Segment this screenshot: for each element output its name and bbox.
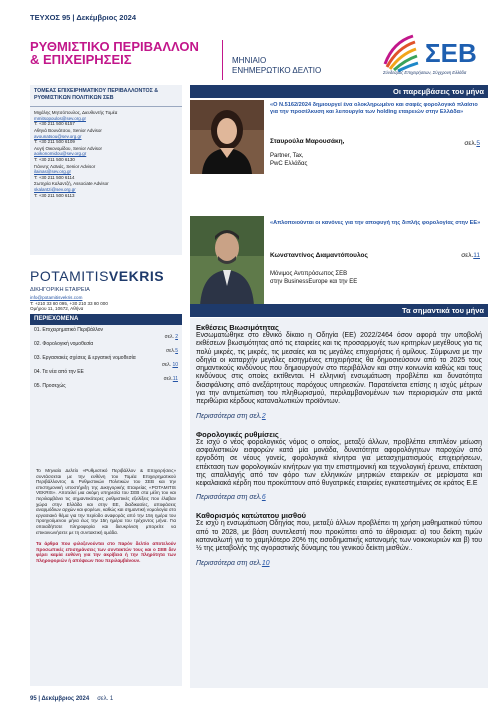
intervention-item bbox=[190, 100, 488, 178]
sev-logo-icon bbox=[383, 32, 488, 72]
highlights-bar: Τα σημαντικά του μήνα bbox=[190, 304, 488, 317]
sector-heading: ΤΟΜΕΑΣ ΕΠΙΧΕΙΡΗΜΑΤΙΚΟΥ ΠΕΡΙΒΑΛΛΟΝΤΟΣ & ΡΥΘΜΙΣΤΙΚΩΝ ΠΟΛΙΤΙΚΩΝ ΣΕΒ bbox=[30, 85, 182, 107]
toc-page-prefix: σελ. bbox=[166, 348, 176, 354]
law-firm-address: Ομήρου 11, 10672, Αθήνα bbox=[30, 306, 84, 312]
contacts-list bbox=[30, 107, 182, 198]
toc-item-page bbox=[34, 376, 178, 383]
interventions-bar: Οι παρεμβάσεις του μήνα bbox=[190, 85, 488, 98]
speaker-role-line-1: Μόνιμος Αντιπρόσωπος ΣΕΒ bbox=[270, 271, 348, 277]
contact-email-link[interactable]: mmitsopoulos@sev.org.gr bbox=[34, 115, 87, 121]
highlight-section bbox=[196, 430, 482, 502]
page-link[interactable]: 5 bbox=[476, 140, 480, 147]
contact-name: Αυγή Οικονομίδου, Senior Advisor bbox=[34, 145, 102, 151]
title-line-1: ΡΥΘΜΙΣΤΙΚΟ ΠΕΡΙΒΑΛΛΟΝ bbox=[30, 39, 199, 54]
contact-name: Σωτηρία Καλαντζή, Associate Advisor bbox=[34, 181, 109, 187]
highlight-section bbox=[196, 323, 482, 420]
title-divider bbox=[222, 40, 223, 80]
logo-tagline: Σύνδεσμος Επιχειρήσεων, Σύγχρονη Ελλάδα bbox=[383, 70, 467, 75]
intervention-page bbox=[464, 140, 480, 147]
contact-phone: Τ: +30 211 500 6157 bbox=[34, 121, 75, 127]
toc-page-link[interactable]: 2 bbox=[175, 334, 178, 340]
toc-page-link[interactable]: 10 bbox=[172, 362, 178, 368]
speaker-role-line-2: στην BusinessEurope και την ΕΕ bbox=[270, 279, 358, 285]
toc-item[interactable] bbox=[34, 327, 178, 341]
contact-name: Γιάννης Λαϊνάς, Senior Advisor bbox=[34, 163, 96, 169]
table-of-contents bbox=[30, 314, 182, 410]
read-more-link[interactable]: 10 bbox=[261, 559, 270, 567]
potamitis-vekris-logo bbox=[30, 268, 164, 284]
toc-body bbox=[30, 325, 182, 410]
footer-text: 95 | Δεκέμβριος 2024 bbox=[30, 696, 90, 702]
highlight-section bbox=[196, 511, 482, 566]
speaker-photo bbox=[190, 216, 264, 306]
footer-page: σελ. 1 bbox=[97, 696, 114, 702]
section-body: Σε ισχύ η ενσωμάτωση Οδηγίας που, μεταξύ άλλων προβλέπει τη χρήση μαθηματικού τύπου από το 2028, με βάση συντελεστή που προκύπτει από το άθροισμα: α) του δείκτη τιμών καταναλωτή για το χαμηλότερο 20% της εισοδηματικής κατανομής των νοικοκυριών και β) του ½ της μεταβολής της αγοραστικής δύναμης του γενικού δείκτη μισθών.. bbox=[196, 520, 482, 553]
toc-page-prefix: σελ. bbox=[164, 334, 176, 340]
page-footer bbox=[30, 696, 113, 702]
contact-email-link[interactable]: avounatsou@sev.org.gr bbox=[34, 133, 82, 139]
logo-part-2: VEKRIS bbox=[108, 268, 165, 284]
contact-item bbox=[34, 146, 178, 163]
speaker-name: Σταυρούλα Μαρουσάκη, bbox=[270, 138, 345, 145]
disclaimer-note: Τα άρθρα που φιλοξενούνται στο παρόν δελτίο αποτελούν προσωπικές επισημάνσεις των συντακτών τους και ο ΣΕΒ δεν φέρει καμία ευθύνη για την ακρίβεια ή την πληρότητα των πληροφοριών ή απόψεων που περιλαμβάνουν. bbox=[36, 541, 176, 563]
contact-email-link[interactable]: ilainas@sev.org.gr bbox=[34, 169, 71, 175]
toc-item[interactable] bbox=[34, 369, 178, 383]
disclaimer-text: Το Μηνιαίο Δελτίο «Ρυθμιστικό Περιβάλλον & Επιχειρήσεις» συντάσσεται με την ευθύνη του Τομέα Επιχειρηματικού Περιβάλλοντος & Ρυθμιστικών Πολιτικών του ΣΕΒ και την επιστημονική υποστήριξη της Δικηγορικής Εταιρείας «POTAMITIS VEKRIS». Αποτελεί μια ακόμη υπηρεσία του ΣΕΒ στα μέλη του και περιλαμβάνει τις σημαντικότερες ρυθμιστικές εξελίξεις που έλαβαν χώρα στην Ελλάδα και στην ΕΕ, διαδικασίες, αποφάσεις αναρμόδιων αρχών και φορέων, καθώς και σημαντική νομολογία στο εργασιακό θέμα για την περίοδο αναφοράς από την 15η ημέρα του προηγούμενου μήνα έως την 15η ημέρα του τρέχοντος μήνα. Για οποιαδήποτε πληροφορία και διευκρίνιση μπορείτε να επικοινωνήσετε με τη συντακτική ομάδα. bbox=[36, 468, 176, 535]
speaker-name: Κωνσταντίνος Διαμαντόπουλος bbox=[270, 252, 368, 259]
section-title: Εκθέσεις Βιωσιμότητας bbox=[196, 323, 279, 332]
toc-item-label: 03. Εργασιακές σχέσεις & εργατική νομοθεσία bbox=[34, 355, 136, 361]
disclaimer-panel bbox=[30, 402, 182, 686]
contact-phone: Τ: +30 211 500 6109 bbox=[34, 139, 75, 145]
toc-page-link[interactable]: 11 bbox=[172, 376, 178, 382]
newsletter-title bbox=[30, 40, 200, 66]
speaker-role bbox=[270, 152, 307, 168]
law-firm-contact bbox=[30, 295, 108, 312]
highlights-panel bbox=[190, 318, 488, 688]
toc-page-link[interactable]: 5 bbox=[175, 348, 178, 354]
speaker-role-line-1: Partner, Tax, bbox=[270, 153, 304, 159]
toc-title: ΠΕΡΙΕΧΟΜΕΝΑ bbox=[30, 314, 182, 325]
toc-item-page bbox=[34, 334, 178, 341]
toc-item[interactable] bbox=[34, 341, 178, 355]
read-more-link[interactable]: 6 bbox=[261, 494, 266, 502]
speaker-role-line-2: PwC Ελλάδας bbox=[270, 161, 308, 167]
toc-item-page bbox=[34, 348, 178, 355]
portrait-man-icon bbox=[190, 216, 264, 306]
contact-phone: Τ: +30 211 500 6114 bbox=[34, 174, 75, 180]
intervention-title: «Ο Ν.5162/2024 δημιουργεί ένα ολοκληρωμένο και σαφές φορολογικό πλαίσιο για την προσέλκυση και λειτουργία των holding εταιρειών στην Ελλάδα» bbox=[270, 102, 478, 115]
toc-page-prefix: σελ. bbox=[163, 376, 173, 382]
newsletter-subtitle bbox=[232, 56, 372, 76]
law-firm-phone: Τ: +210 33 80 095, +30 210 33 80 000 bbox=[30, 300, 108, 306]
contact-phone: Τ: +30 211 500 6113 bbox=[34, 192, 75, 198]
read-more-prefix: Περισσότερα στη σελ. bbox=[196, 559, 262, 567]
subtitle-line-2: ΕΝΗΜΕΡΩΤΙΚΟ ΔΕΛΤΙΟ bbox=[232, 66, 322, 75]
title-line-2: & ΕΠΙΧΕΙΡΗΣΕΙΣ bbox=[30, 52, 132, 67]
contact-name: Αθηνά Βουνάτσου, Senior Advisor bbox=[34, 127, 102, 133]
read-more-prefix: Περισσότερα στη σελ. bbox=[196, 412, 262, 420]
section-title: Καθορισμός κατώτατου μισθού bbox=[196, 511, 307, 521]
law-firm-subtitle: ΔΙΚΗΓΟΡΙΚΗ ΕΤΑΙΡΕΙΑ bbox=[30, 287, 90, 293]
logo-part-1: POTAMITIS bbox=[30, 268, 109, 284]
section-body: Ενσωματώθηκε στο εθνικό δίκαιο η Οδηγία (ΕΕ) 2022/2464 όσον αφορά την υποβολή εκθέσεων βιωσιμότητας από τις εταιρείες και τις προσαρμογές των κριτηρίων μεγέθους για τις πολύ μικρές, τις μικρές, τις μεσαίες και τις μεγάλες επιχειρήσεις ή ομίλους. Σύμφωνα με την οδηγία οι καταρχήν μεγάλες εισηγμένες επιχειρήσεις θα δημοσιεύσουν από το 2025 τους σημαντικούς κινδύνους που δημιουργούν στο περιβάλλον και στην κοινωνία καθώς και τους κινδύνους στις οποίες εκτίθενται. Η ελληνική ενσωμάτωση προβλέπει και δυνατότητα διασφάλισης από ανεξάρτητους παρόχους υπηρεσιών. Παρατείνεται επίσης η ισχύς μέτρων για την αντιμετώπιση του πληθωρισμού, περιλαμβανομένων των περιορισμών στα μικτά περιθώρια κέρδους καταναλωτικών προϊόντων. bbox=[196, 332, 482, 406]
contact-email-link[interactable]: aoikonomidou@sev.org.gr bbox=[34, 151, 87, 157]
contact-email-link[interactable]: skalantzi@sev.org.gr bbox=[34, 186, 76, 192]
intervention-item bbox=[190, 220, 488, 310]
logo-text: ΣΕΒ bbox=[425, 38, 477, 68]
contact-name: Μιχάλης Μητσόπουλος, Διευθυντής Τομέα bbox=[34, 110, 118, 116]
toc-item-label: 05. Προσεχώς bbox=[34, 383, 66, 389]
speaker-role bbox=[270, 270, 357, 286]
read-more bbox=[196, 413, 482, 420]
page-prefix: σελ. bbox=[461, 252, 474, 259]
page-prefix: σελ. bbox=[464, 140, 477, 147]
toc-item[interactable] bbox=[34, 383, 178, 390]
read-more-prefix: Περισσότερα στη σελ. bbox=[196, 494, 262, 502]
speaker-photo bbox=[190, 100, 264, 174]
toc-page-prefix: σελ. bbox=[161, 362, 173, 368]
intervention-title: «Απλοποιούνται οι κανόνες για την αποφυγή της διπλής φορολογίας στην ΕΕ» bbox=[270, 220, 481, 226]
toc-item-label: 04. Τα νέα από την ΕΕ bbox=[34, 369, 84, 375]
toc-item[interactable] bbox=[34, 355, 178, 369]
read-more bbox=[196, 494, 482, 501]
contact-phone: Τ: +30 211 500 6130 bbox=[34, 156, 75, 162]
issue-label: ΤΕΥΧΟΣ 95 | Δεκέμβριος 2024 bbox=[30, 13, 136, 22]
read-more-link[interactable]: 2 bbox=[261, 412, 266, 420]
section-body: Σε ισχύ ο νέος φορολογικός νόμος ο οποίος, μεταξύ άλλων, προβλέπει επιπλέον μείωση ασφαλιστικών εισφορών κατά μία μονάδα, δυνατότητα αφορολόγητων παροχών από εργοδότη σε νέους γονείς, φορολογικά κίνητρα για μετασχηματισμούς επιχειρήσεων, επέκταση των φορολογικών κινήτρων για την επιστημονική και τεχνολογική έρευνα, επέκταση της απαλλαγής από τον φόρο των ελληνικών μητρικών εταιρειών σε μερίσματα και κεφαλαιακά κέρδη που προκύπτουν από θυγατρικές εταιρείες εγκατεστημένες σε κράτος Ε.Ε bbox=[196, 438, 482, 488]
sector-contacts-panel bbox=[30, 85, 182, 255]
toc-item-label: 02. Φορολογική νομοθεσία bbox=[34, 341, 94, 347]
contact-item bbox=[34, 164, 178, 181]
portrait-woman-icon bbox=[190, 100, 264, 174]
toc-item-label: 01. Επιχειρηματικό Περιβάλλον bbox=[34, 327, 104, 333]
contact-item bbox=[34, 181, 178, 198]
subtitle-line-1: ΜΗΝΙΑΙΟ bbox=[232, 56, 267, 65]
law-firm-email-link[interactable]: info@potamitisvekris.com bbox=[30, 295, 83, 300]
read-more bbox=[196, 560, 482, 567]
toc-item-page bbox=[34, 362, 178, 369]
intervention-page bbox=[461, 252, 480, 259]
page-link[interactable]: 11 bbox=[473, 252, 480, 259]
contact-item bbox=[34, 110, 178, 127]
contact-item bbox=[34, 128, 178, 145]
section-title: Φορολογικές ρυθμίσεις bbox=[196, 429, 279, 439]
